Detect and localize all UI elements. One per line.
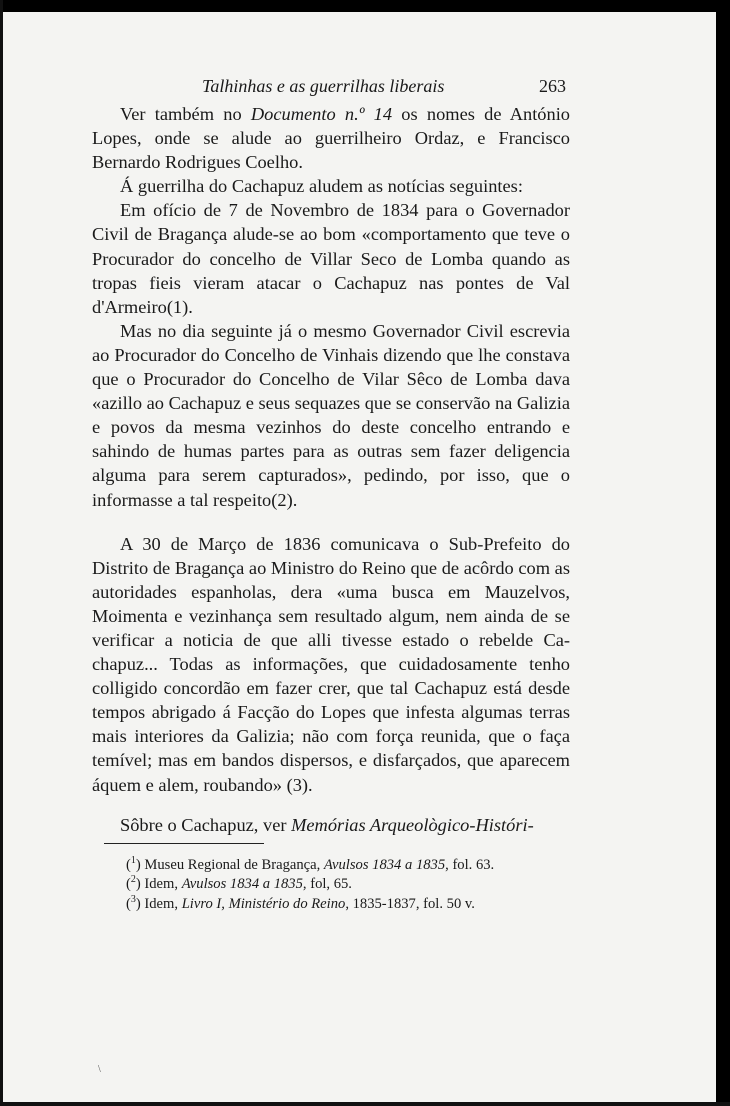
scan-mark: \ bbox=[98, 1064, 101, 1075]
footnote-ref-2: (2) bbox=[271, 489, 293, 510]
footnote-ref-3: (3) bbox=[281, 774, 309, 795]
running-title: Talhinhas e as guerrilhas liberais bbox=[202, 76, 445, 96]
paragraph-6: Sôbre o Cachapuz, ver Memórias Arqueològico-Históri- bbox=[120, 814, 534, 835]
paragraph-5: A 30 de Março de 1836 comunicava o Sub-Prefeito do Distrito de Bragança ao Ministro do Reino que de acôrdo com as autoridades espanholas, dera «uma busca em Mauzelvos, Moimenta e vezinhança sem resultado algum, nem ainda de se verificar a noticia de que alli tivesse estado o rebelde Cachapuz... Todas as informações, que cuidadosamente tenho colligido concordão em fazer crer, que tal Cachapuz está desde tempos abrigado á Facção do Lopes que infesta algumas terras mais interiores da Galizia; não com força reunida, que o faça temível; mas em bandos dispersos, e disfarçados, que aparecem áquem e alem, roubando» (3). bbox=[92, 533, 570, 795]
paragraph-1: Ver também no Documento n.º 14 os nomes de António Lopes, onde se alude ao guerrilheiro Ordaz, e Francisco Bernardo Rodrigues Coelho. bbox=[92, 104, 570, 173]
footnote-ref-1: (1) bbox=[166, 296, 189, 317]
scan-border-right bbox=[716, 0, 730, 1106]
page-number: 263 bbox=[539, 76, 566, 96]
book-page bbox=[92, 72, 570, 914]
paragraph-4: Mas no dia seguinte já o mesmo Governador Civil escrevia ao Procurador do Concelho de Vinhais dizendo que lhe constava que o Procurador do Concelho de Vilar Sêco de Lomba dava «azillo ao Cachapuz e seus sequazes que se conservão na Galizia e povos da mesma vezinhos do deste concelho entrando e sahindo de humas partes para as outras sem fazer deligencia alguma para serem capturados», pedindo, por isso, que o informasse a tal respeito(2). bbox=[92, 320, 570, 510]
footnote: ($^2$) Idem, Avulsos 1834 a 1835, fol, 65. bbox=[126, 874, 352, 893]
footnote-rule bbox=[104, 843, 264, 844]
footnote: ($^1$) Museu Regional de Bragança, Avulsos 1834 a 1835, fol. 63. bbox=[126, 854, 495, 873]
paragraph-3: Em ofício de 7 de Novembro de 1834 para o Governador Civil de Bragança alude-se ao bom «comportamento que teve o Procurador do concelho de Villar Seco de Lomba quando as tropas fieis vieram atacar o Cachapuz nas pontes de Val d'Armeiro(1). bbox=[92, 200, 570, 317]
footnote: ($^3$) Idem, Livro I, Ministério do Reino, 1835-1837, fol. 50 v. bbox=[126, 893, 475, 912]
scan-border-left bbox=[0, 0, 3, 1106]
running-header bbox=[92, 72, 570, 102]
footnotes bbox=[92, 856, 570, 915]
scan-border-bottom bbox=[0, 1102, 730, 1106]
paragraph-2: Á guerrilha do Cachapuz aludem as notícias seguintes: bbox=[120, 176, 523, 197]
scan-border-top bbox=[0, 0, 730, 12]
